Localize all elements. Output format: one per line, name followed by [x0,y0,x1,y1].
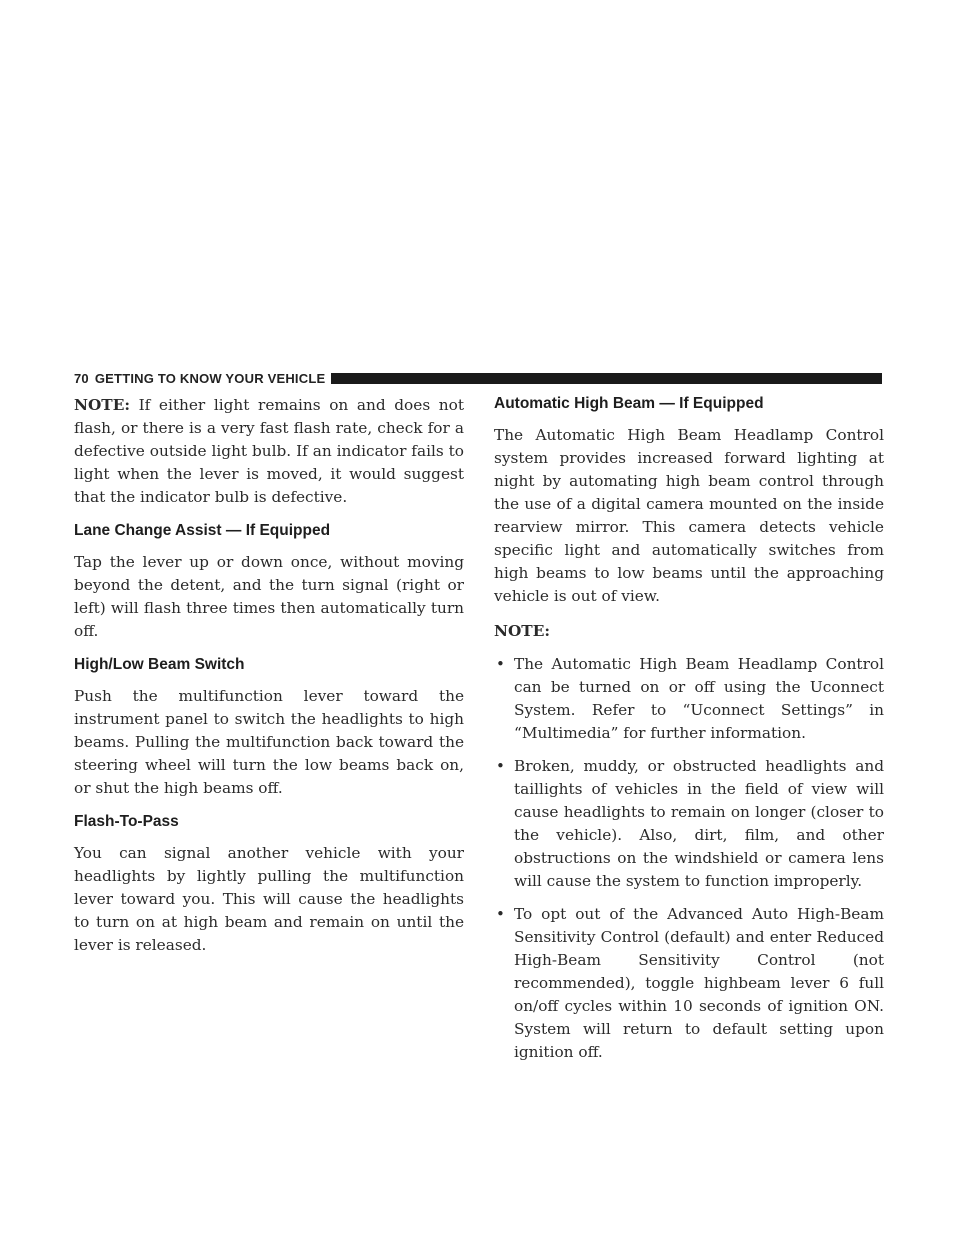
heading-lane-change-assist: Lane Change Assist — If Equipped [74,522,331,539]
note-label: NOTE: [74,396,130,414]
page-number: 70 [74,370,89,386]
bullet-icon: • [496,655,505,673]
right-column [494,394,884,1074]
list-item [494,755,884,893]
note-paragraph [74,394,464,509]
list-item-text: To opt out of the Advanced Auto High-Beam Sensitivity Control (default) and enter Reduced High-Beam Sensitivity Control (not recommended), toggle highbeam lever 6 full on/off cycles within 10 seconds of ignition ON. System will return to default setting upon ignition off. [514,905,884,1061]
bullet-icon: • [496,905,505,923]
body-lane-change-assist: Tap the lever up or down once, without moving beyond the detent, and the turn signal (right or left) will flash three times then automatically turn off. [74,553,464,640]
list-item-text: The Automatic High Beam Headlamp Control can be turned on or off using the Uconnect System. Refer to “Uconnect Settings” in “Multimedia” for further information. [514,655,884,742]
left-column [74,394,464,957]
heading-high-low-beam: High/Low Beam Switch [74,656,245,673]
section-title: GETTING TO KNOW YOUR VEHICLE [94,370,326,386]
body-flash-to-pass: You can signal another vehicle with your headlights by lightly pulling the multifunction lever toward you. This will cause the headlights to turn on at high beam and remain on until the lever is released. [74,844,464,954]
list-item [494,653,884,745]
heading-flash-to-pass: Flash-To-Pass [74,813,179,830]
note-text: If either light remains on and does not flash, or there is a very fast flash rate, check for a defective outside light bulb. If an indicator fails to light when the lever is moved, it would suggest that the indicator bulb is defective. [74,396,464,506]
note-label-right [494,620,884,643]
note-label-text: NOTE: [494,622,550,640]
bullet-icon: • [496,757,505,775]
list-item [494,903,884,1064]
header-rule [331,373,882,384]
list-item-text: Broken, muddy, or obstructed headlights and taillights of vehicles in the field of view will cause headlights to remain on longer (closer to the vehicle). Also, dirt, film, and other obstructions on the windshield or camera lens will cause the system to function improperly. [514,757,884,890]
note-bullet-list [494,653,884,1064]
heading-automatic-high-beam: Automatic High Beam — If Equipped [494,395,764,412]
body-high-low-beam: Push the multifunction lever toward the instrument panel to switch the headlights to high beams. Pulling the multifunction back toward the steering wheel will turn the low beams back on, or shut the high beams off. [74,687,464,797]
body-automatic-high-beam: The Automatic High Beam Headlamp Control system provides increased forward lighting at night by automating high beam control through the use of a digital camera mounted on the inside rearview mirror. This camera detects vehicle specific light and automatically switches from high beams to low beams until the approaching vehicle is out of view. [494,426,884,605]
page-header [74,370,882,386]
